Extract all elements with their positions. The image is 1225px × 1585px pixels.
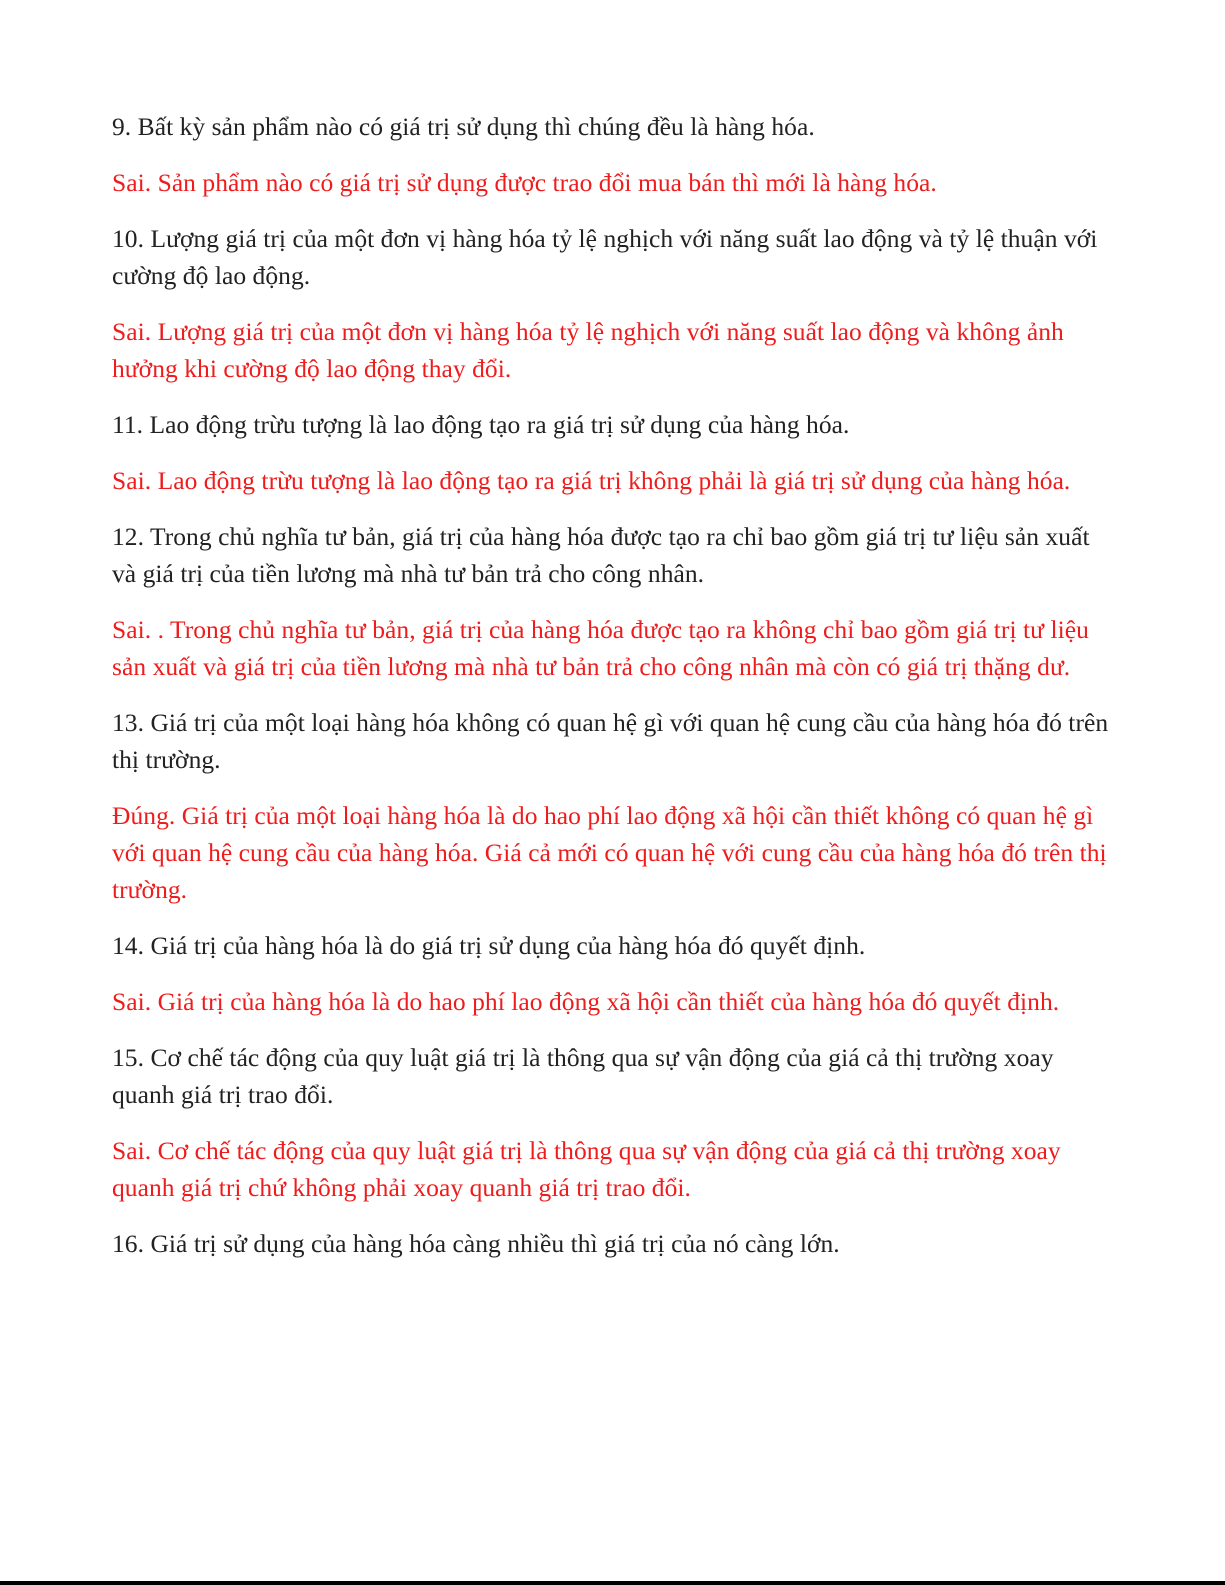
question-13: 13. Giá trị của một loại hàng hóa không có quan hệ gì với quan hệ cung cầu của hàng hóa đó trên thị trường.: [112, 708, 1109, 774]
answer-11: Sai. Lao động trừu tượng là lao động tạo ra giá trị không phải là giá trị sử dụng của hàng hóa.: [112, 466, 1071, 495]
answer-12: Sai. . Trong chủ nghĩa tư bản, giá trị của hàng hóa được tạo ra không chỉ bao gồm giá trị tư liệu sản xuất và giá trị của tiền lương mà nhà tư bản trả cho công nhân mà còn có giá trị thặng dư.: [112, 615, 1089, 681]
answer-15: Sai. Cơ chế tác động của quy luật giá trị là thông qua sự vận động của giá cả thị trường xoay quanh giá trị chứ không phải xoay quanh giá trị trao đổi.: [112, 1136, 1061, 1202]
question-15: 15. Cơ chế tác động của quy luật giá trị là thông qua sự vận động của giá cả thị trường xoay quanh giá trị trao đổi.: [112, 1043, 1054, 1109]
question-16: 16. Giá trị sử dụng của hàng hóa càng nhiều thì giá trị của nó càng lớn.: [112, 1229, 840, 1258]
question-14: 14. Giá trị của hàng hóa là do giá trị sử dụng của hàng hóa đó quyết định.: [112, 931, 866, 960]
question-11: 11. Lao động trừu tượng là lao động tạo ra giá trị sử dụng của hàng hóa.: [112, 410, 850, 439]
answer-10: Sai. Lượng giá trị của một đơn vị hàng hóa tỷ lệ nghịch với năng suất lao động và không ảnh hưởng khi cường độ lao động thay đổi.: [112, 317, 1064, 383]
answer-14: Sai. Giá trị của hàng hóa là do hao phí lao động xã hội cần thiết của hàng hóa đó quyết định.: [112, 987, 1060, 1016]
document-body: [112, 108, 1112, 1281]
page-bottom-divider: [0, 1581, 1225, 1585]
question-10: 10. Lượng giá trị của một đơn vị hàng hóa tỷ lệ nghịch với năng suất lao động và tỷ lệ thuận với cường độ lao động.: [112, 224, 1098, 290]
answer-9: Sai. Sản phẩm nào có giá trị sử dụng được trao đổi mua bán thì mới là hàng hóa.: [112, 168, 937, 197]
question-9: 9. Bất kỳ sản phẩm nào có giá trị sử dụng thì chúng đều là hàng hóa.: [112, 112, 815, 141]
answer-13: Đúng. Giá trị của một loại hàng hóa là do hao phí lao động xã hội cần thiết không có quan hệ gì với quan hệ cung cầu của hàng hóa. Giá cả mới có quan hệ với cung cầu của hàng hóa đó trên thị trường.: [112, 801, 1107, 904]
question-12: 12. Trong chủ nghĩa tư bản, giá trị của hàng hóa được tạo ra chỉ bao gồm giá trị tư liệu sản xuất và giá trị của tiền lương mà nhà tư bản trả cho công nhân.: [112, 522, 1090, 588]
